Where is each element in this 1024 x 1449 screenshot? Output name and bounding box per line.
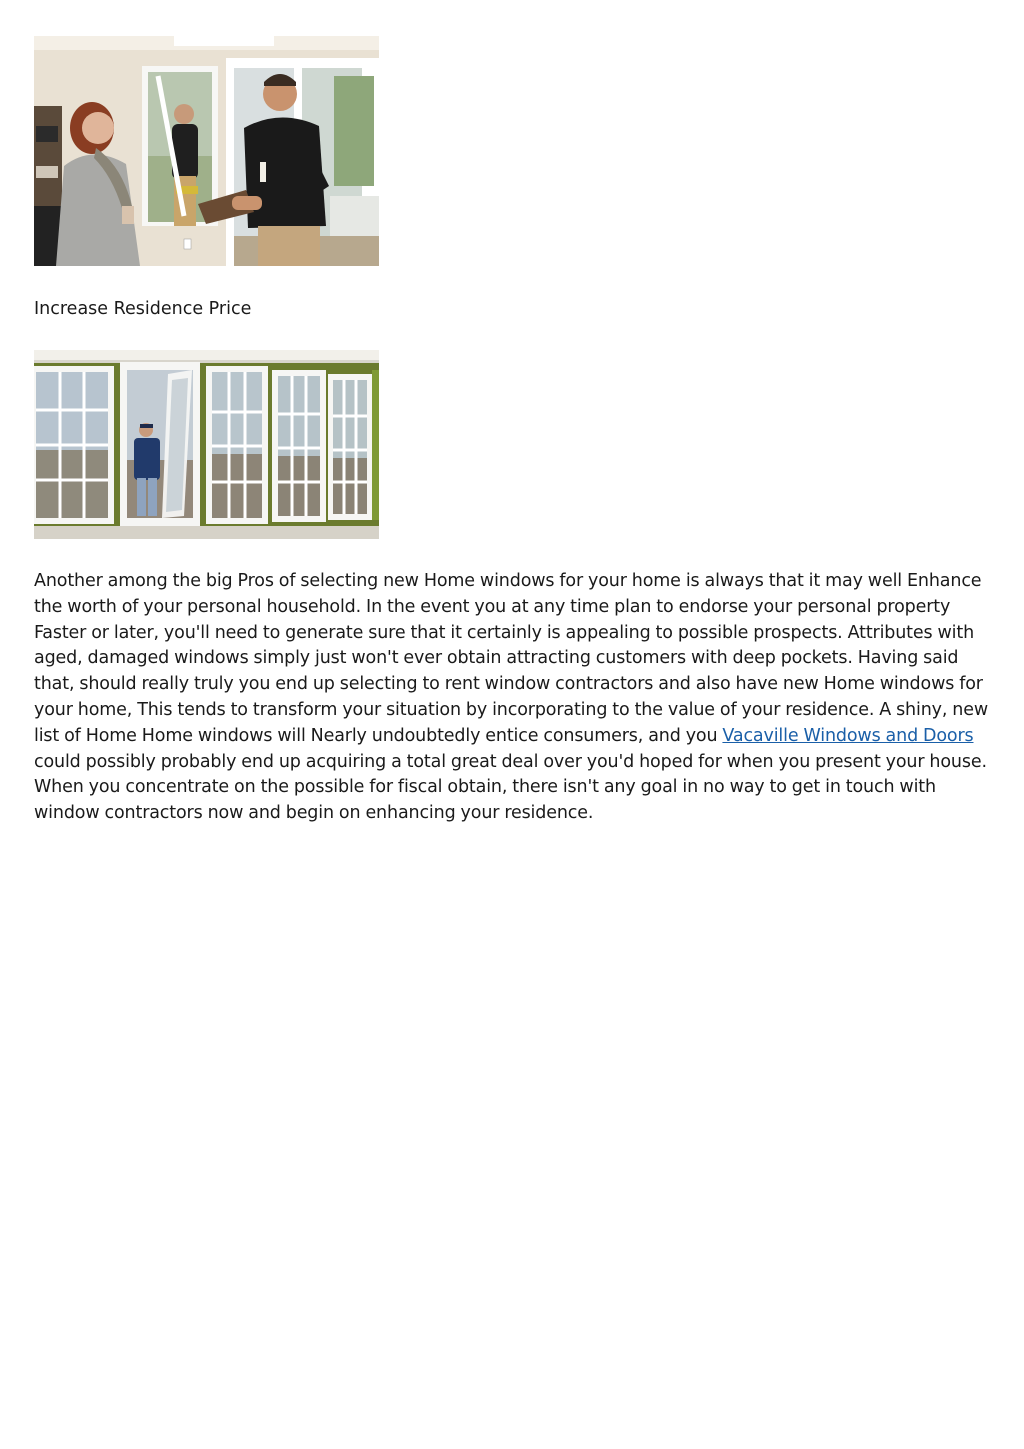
window-3 <box>206 366 268 524</box>
article-text-after-link: could possibly probably end up acquiring a total great deal over you'd hoped for when you present your house. When you concentrate on the possible for fiscal obtain, there isn't any goal in no way to get in touch with window contractors now and begin on enhancing your residence. <box>34 751 987 824</box>
window-2 <box>120 362 200 526</box>
vacaville-windows-link[interactable]: Vacaville Windows and Doors <box>722 725 974 746</box>
section-caption: Increase Residence Price <box>34 299 252 319</box>
document-page <box>34 36 994 844</box>
windows-row-photo <box>34 350 379 539</box>
window-1 <box>34 366 114 524</box>
window-4 <box>272 370 326 522</box>
article-text-before-link: Another among the big Pros of selecting new Home windows for your home is always that it may well Enhance the worth of your personal household. In the event you at any time plan to endorse your personal property Faster or later, you'll need to generate sure that it certainly is appealing to possible prospects. Attributes with aged, damaged windows simply just won't ever obtain attracting customers with deep pockets. Having said that, should really truly you end up selecting to rent window contractors and also have new Home windows for your home, This tends to transform your situation by incorporating to the value of your residence. A shiny, new list of Home Home windows will Nearly undoubtedly entice consumers, and you <box>34 571 988 746</box>
article-paragraph <box>34 569 994 827</box>
windows-row-illustration <box>34 350 379 539</box>
contractor-homeowner-photo <box>34 36 379 266</box>
window-5 <box>328 374 372 520</box>
contractor-homeowner-illustration <box>34 36 379 266</box>
